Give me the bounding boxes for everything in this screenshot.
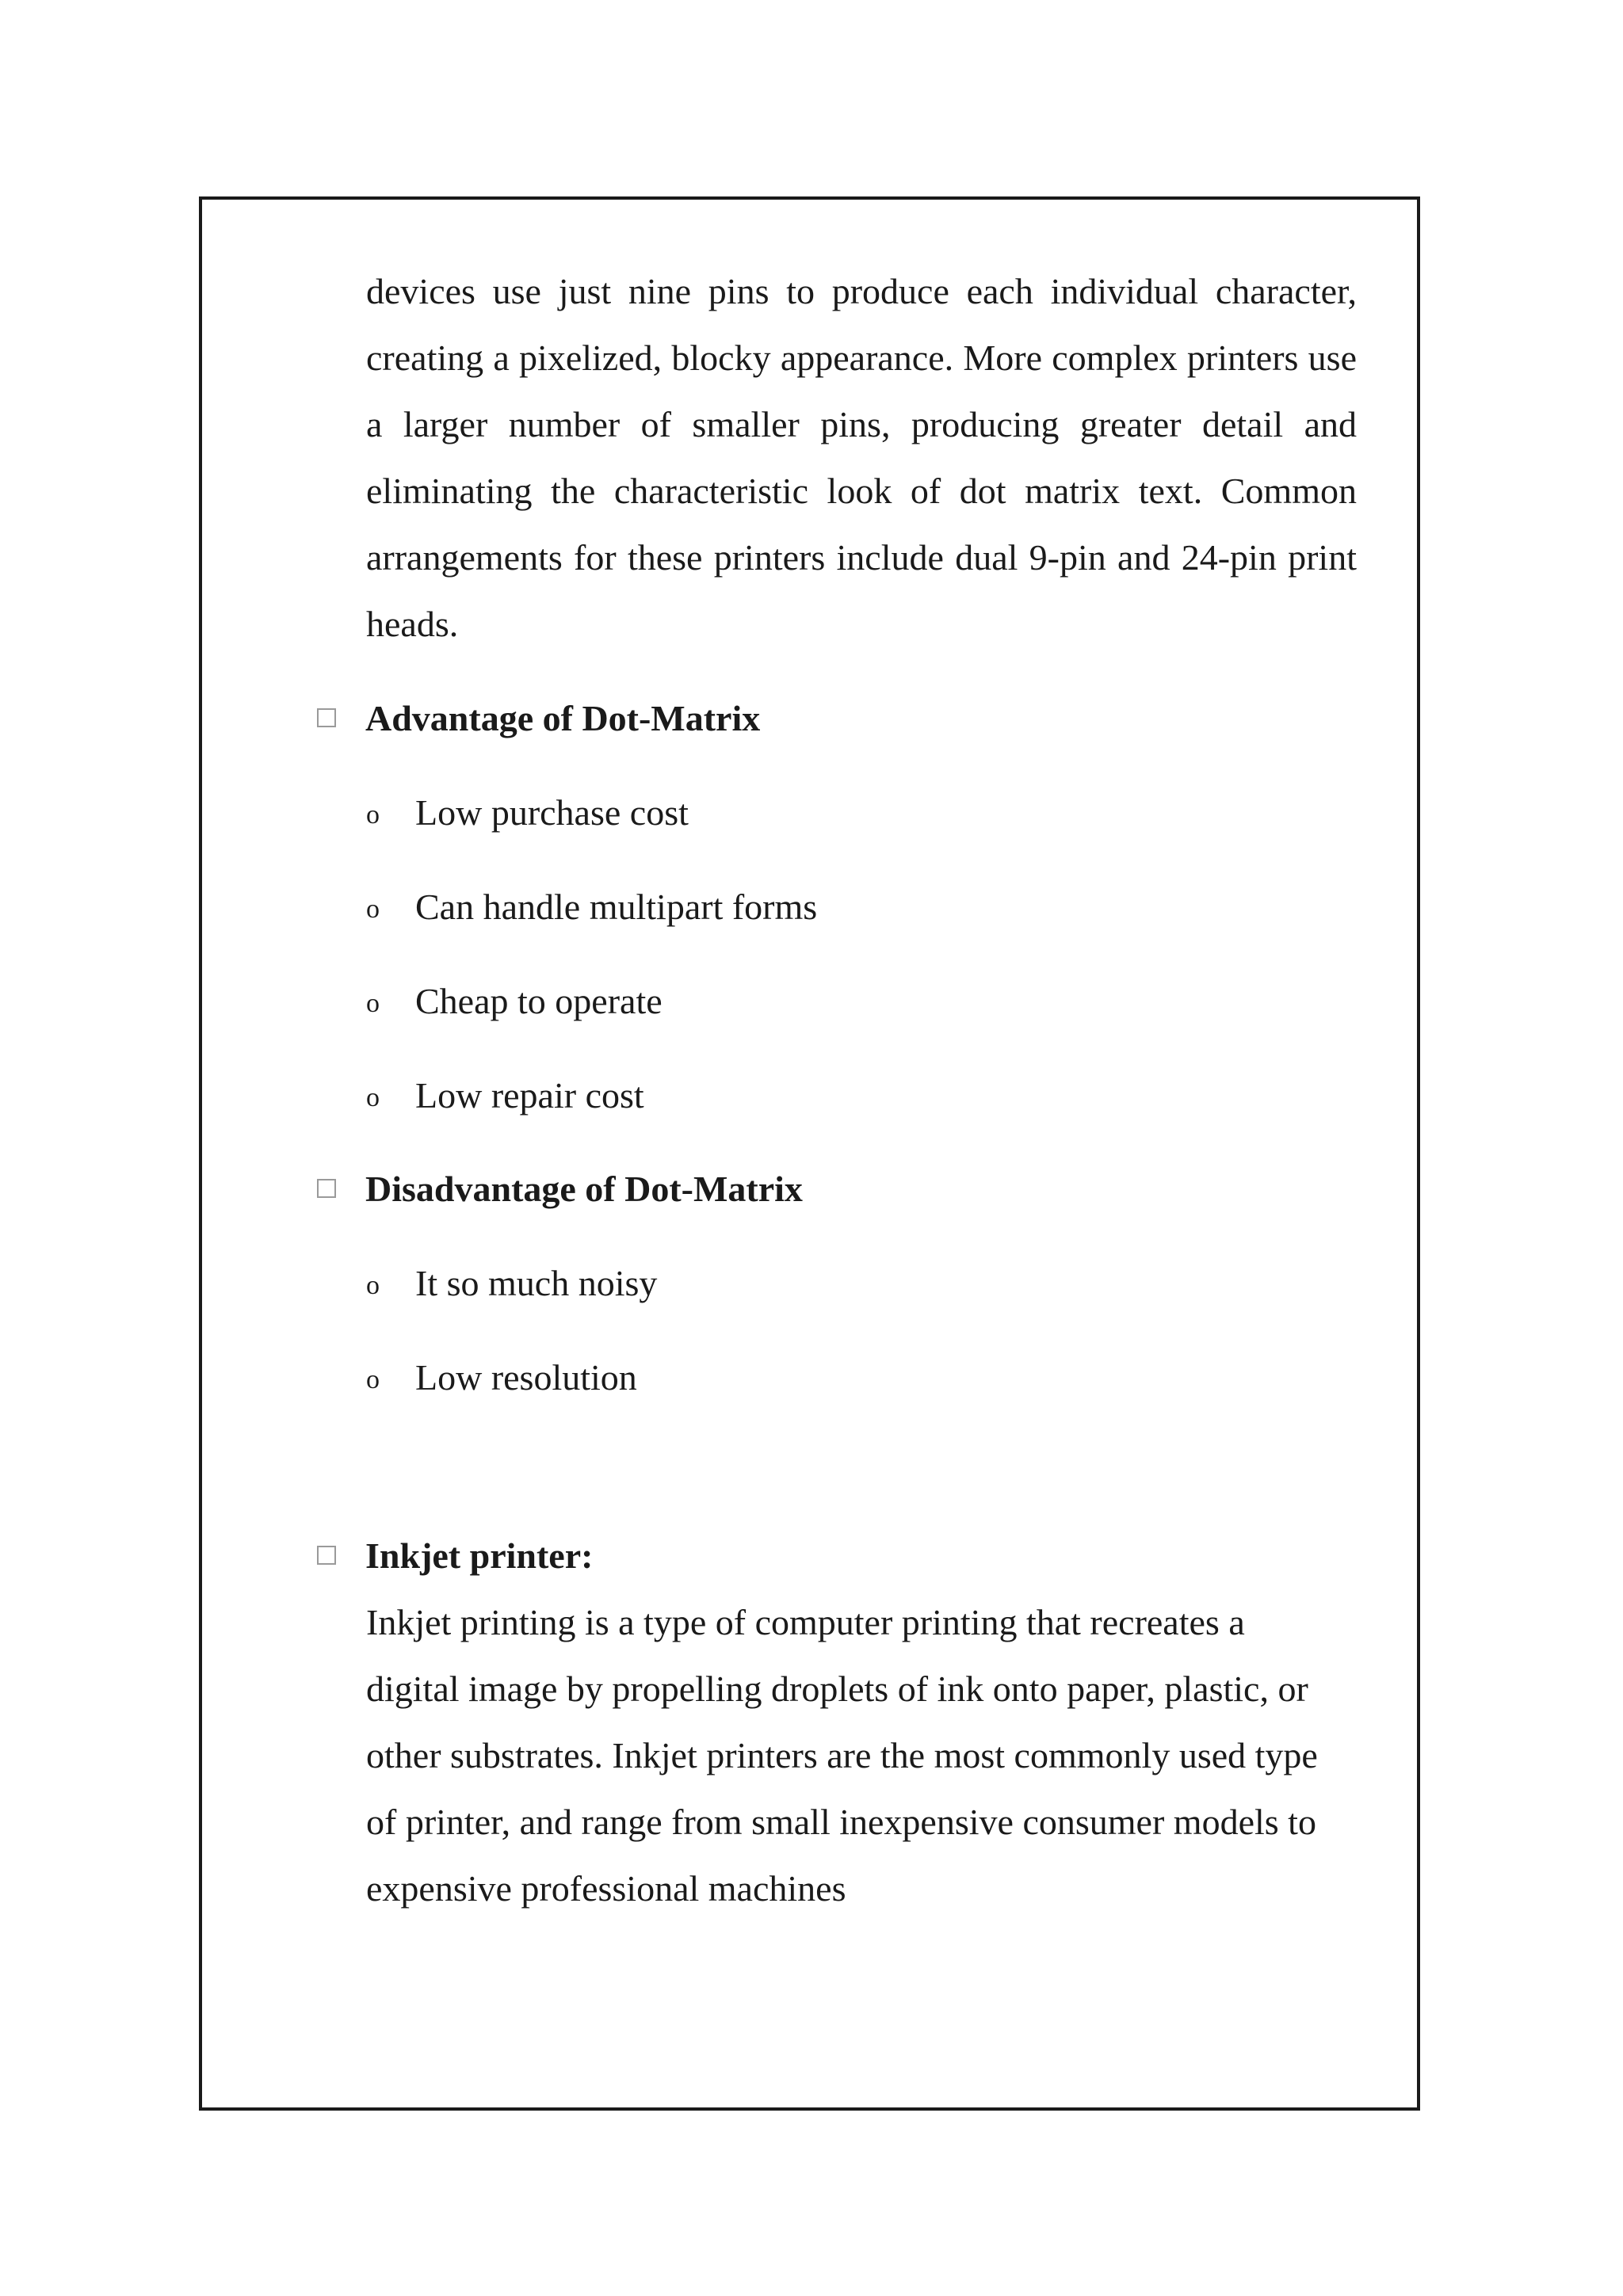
- inkjet-heading-row: [317, 1531, 593, 1579]
- circle-bullet-icon: o: [366, 989, 380, 1018]
- inkjet-paragraph: Inkjet printing is a type of computer printing that recreates a digital image by propelling droplets of ink onto paper, plastic, or other substrates. Inkjet printers are the most commonly used type of printer, and range from small inexpensive consumer models to expensive professional machines: [366, 1602, 1318, 1909]
- square-bullet-icon: [317, 1546, 336, 1565]
- square-bullet-icon: [317, 708, 336, 727]
- list-item: [366, 883, 817, 930]
- circle-bullet-icon: o: [366, 1365, 380, 1394]
- list-item: [366, 1259, 657, 1306]
- list-item-text: Low resolution: [415, 1356, 637, 1398]
- list-item-text: Low repair cost: [415, 1074, 644, 1116]
- circle-bullet-icon: o: [366, 894, 380, 924]
- list-item-text: Cheap to operate: [415, 980, 663, 1021]
- list-item: [366, 788, 689, 836]
- list-item: [366, 1071, 644, 1119]
- disadvantage-heading-row: [317, 1165, 803, 1212]
- list-item-text: Can handle multipart forms: [415, 886, 818, 927]
- circle-bullet-icon: o: [366, 1271, 380, 1300]
- list-item-text: Low purchase cost: [415, 791, 689, 833]
- circle-bullet-icon: o: [366, 1083, 380, 1112]
- intro-paragraph: devices use just nine pins to produce each individual character, creating a pixelized, blocky appearance. More complex printers use a larger number of smaller pins, producing greater detail and eliminating the characteristic look of dot matrix text. Common arrangements for these printers include dual 9-pin and 24-pin print heads.: [366, 271, 1357, 644]
- list-item-text: It so much noisy: [415, 1262, 658, 1303]
- disadvantage-heading: Disadvantage of Dot-Matrix: [365, 1168, 803, 1209]
- square-bullet-icon: [317, 1179, 336, 1198]
- circle-bullet-icon: o: [366, 800, 380, 830]
- list-item: [366, 1353, 637, 1401]
- list-item: [366, 977, 663, 1024]
- advantage-heading-row: [317, 694, 760, 742]
- inkjet-heading: Inkjet printer:: [365, 1535, 594, 1576]
- advantage-heading: Advantage of Dot-Matrix: [365, 697, 761, 738]
